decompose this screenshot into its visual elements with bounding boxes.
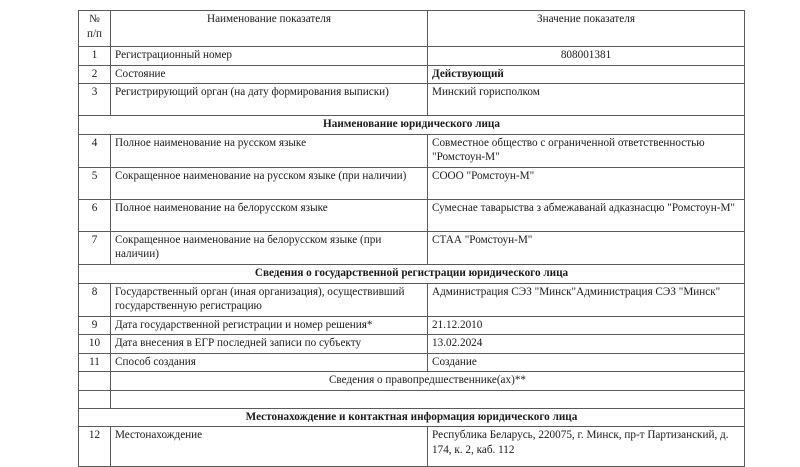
indicator-name-cell: Регистрационный номер <box>111 47 428 66</box>
legal-entity-extract-table <box>78 10 745 467</box>
indicator-value-cell: Республика Беларусь, 220075, г. Минск, пр-т Партизанский, д. 174, к. 2, каб. 112 <box>428 427 745 467</box>
column-header-number-line2: п/п <box>86 27 103 40</box>
row-number-cell: 9 <box>79 316 111 335</box>
table-row <box>79 335 745 354</box>
blank-row <box>79 390 745 408</box>
row-number-cell: 4 <box>79 134 111 167</box>
blank-cell <box>111 390 745 408</box>
column-header-number-line1: № <box>89 13 100 25</box>
table-body <box>79 11 745 467</box>
row-number-cell: 11 <box>79 353 111 372</box>
table-row <box>79 427 745 467</box>
indicator-name-cell: Дата внесения в ЕГР последней записи по субъекту <box>111 335 428 354</box>
table-row <box>79 167 745 199</box>
indicator-value-cell: Минский горисполком <box>428 84 745 116</box>
table-row <box>79 199 745 231</box>
indicator-value-cell: 21.12.2010 <box>428 316 745 335</box>
indicator-value-cell: СТАА "Ромстоун-М" <box>428 231 745 264</box>
indicator-value-cell: 13.02.2024 <box>428 335 745 354</box>
subsection-header-title: Сведения о правопредшественнике(ах)** <box>111 372 745 391</box>
subsection-header-row <box>79 372 745 391</box>
table-row <box>79 231 745 264</box>
section-header-title: Наименование юридического лица <box>79 116 745 135</box>
table-row <box>79 316 745 335</box>
indicator-value-cell: Сумеснае таварыства з абмежаванай адказнасцю "Ромстоун-М" <box>428 199 745 231</box>
row-number-cell: 8 <box>79 283 111 316</box>
row-number-cell: 1 <box>79 47 111 66</box>
table-row <box>79 65 745 84</box>
row-number-cell <box>79 390 111 408</box>
section-header-row <box>79 408 745 427</box>
section-header-title: Сведения о государственной регистрации юридического лица <box>79 264 745 283</box>
indicator-value-cell: Администрация СЭЗ "Минск"Администрация СЭЗ "Минск" <box>428 283 745 316</box>
table-row <box>79 353 745 372</box>
indicator-name-cell: Дата государственной регистрации и номер решения* <box>111 316 428 335</box>
indicator-value-cell: СООО "Ромстоун-М" <box>428 167 745 199</box>
row-number-cell: 10 <box>79 335 111 354</box>
indicator-value-cell: Совместное общество с ограниченной ответственностью "Ромстоун-М" <box>428 134 745 167</box>
indicator-name-cell: Состояние <box>111 65 428 84</box>
indicator-name-cell: Сокращенное наименование на русском языке (при наличии) <box>111 167 428 199</box>
section-header-row <box>79 116 745 135</box>
row-number-cell: 12 <box>79 427 111 467</box>
column-header-indicator-name: Наименование показателя <box>111 11 428 47</box>
indicator-name-cell: Полное наименование на русском языке <box>111 134 428 167</box>
indicator-value-cell: 808001381 <box>428 47 745 66</box>
document-sheet <box>78 10 744 467</box>
indicator-name-cell: Государственный орган (иная организация), осуществивший государственную регистрацию <box>111 283 428 316</box>
row-number-cell: 7 <box>79 231 111 264</box>
table-row <box>79 84 745 116</box>
row-number-cell: 2 <box>79 65 111 84</box>
section-header-row <box>79 264 745 283</box>
indicator-name-cell: Полное наименование на белорусском языке <box>111 199 428 231</box>
row-number-cell: 3 <box>79 84 111 116</box>
table-row <box>79 283 745 316</box>
column-header-indicator-value: Значение показателя <box>428 11 745 47</box>
row-number-cell: 5 <box>79 167 111 199</box>
row-number-cell <box>79 372 111 391</box>
row-number-cell: 6 <box>79 199 111 231</box>
indicator-name-cell: Регистрирующий орган (на дату формирования выписки) <box>111 84 428 116</box>
column-header-number <box>79 11 111 47</box>
table-row <box>79 47 745 66</box>
indicator-name-cell: Сокращенное наименование на белорусском языке (при наличии) <box>111 231 428 264</box>
indicator-name-cell: Местонахождение <box>111 427 428 467</box>
indicator-name-cell: Способ создания <box>111 353 428 372</box>
section-header-title: Местонахождение и контактная информация юридического лица <box>79 408 745 427</box>
table-row <box>79 134 745 167</box>
indicator-value-cell: Действующий <box>428 65 745 84</box>
indicator-value-cell: Создание <box>428 353 745 372</box>
table-header-row <box>79 11 745 47</box>
